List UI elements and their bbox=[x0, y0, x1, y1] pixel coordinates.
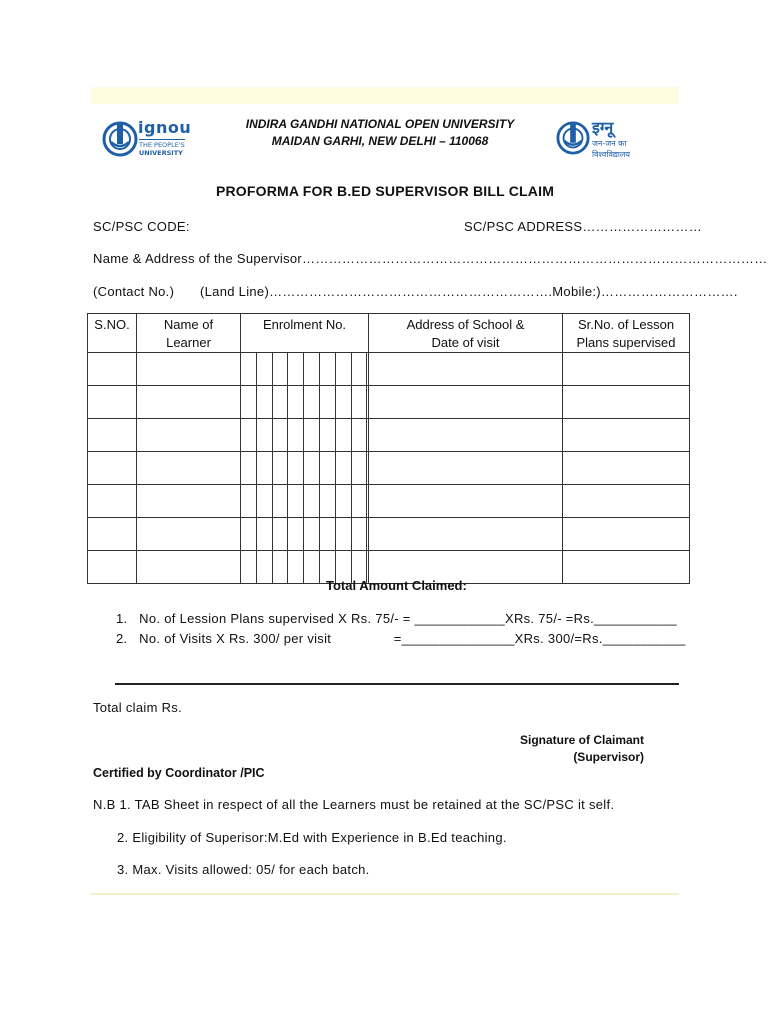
enrolment-digit-box bbox=[352, 386, 368, 418]
cell-sno bbox=[88, 551, 137, 584]
enrolment-digit-box bbox=[352, 452, 368, 484]
header-lesson-plans-l1: Sr.No. of Lesson bbox=[577, 317, 675, 332]
signature-block bbox=[440, 732, 644, 766]
cell-enrolment bbox=[241, 518, 369, 551]
enrolment-digit-box bbox=[257, 518, 273, 550]
signature-claimant: Signature of Claimant bbox=[519, 733, 644, 747]
enrolment-digit-boxes bbox=[241, 353, 368, 385]
enrolment-digit-box bbox=[352, 419, 368, 451]
learner-table bbox=[87, 313, 690, 584]
table-row bbox=[88, 518, 690, 551]
enrolment-digit-box bbox=[288, 485, 304, 517]
sc-psc-code-label: SC/PSC CODE: bbox=[93, 219, 190, 234]
form-title: PROFORMA FOR B.ED SUPERVISOR BILL CLAIM bbox=[215, 183, 555, 199]
hindi-tagline-2: विश्वविद्यालय bbox=[592, 150, 631, 159]
contact-number-label: (Contact No.) bbox=[93, 284, 175, 299]
header-school-address-l2: Date of visit bbox=[431, 335, 500, 350]
ignou-logo-text: ignou bbox=[138, 118, 192, 137]
university-address: MAIDAN GARHI, NEW DELHI – 110068 bbox=[271, 134, 489, 148]
table-row bbox=[88, 419, 690, 452]
enrolment-digit-box bbox=[304, 419, 320, 451]
header-enrolment-label: Enrolment No. bbox=[262, 317, 347, 332]
enrolment-digit-box bbox=[273, 518, 289, 550]
enrolment-digit-box bbox=[241, 551, 257, 583]
enrolment-digit-box bbox=[320, 386, 336, 418]
enrolment-digit-box bbox=[320, 518, 336, 550]
header-school-address-l1: Address of School & bbox=[406, 317, 525, 332]
cell-learner-name bbox=[137, 419, 241, 452]
hindi-logo-text: इग्नू bbox=[592, 118, 614, 137]
cell-learner-name bbox=[137, 551, 241, 584]
total-amount-heading: Total Amount Claimed: bbox=[326, 578, 467, 593]
bottom-band-line bbox=[91, 893, 679, 895]
landline-mobile-line: (Land Line)……………………………………………………….Mobile:)…………………………. bbox=[200, 284, 738, 299]
enrolment-digit-box bbox=[257, 551, 273, 583]
cell-enrolment bbox=[241, 419, 369, 452]
enrolment-digit-box bbox=[241, 386, 257, 418]
enrolment-digit-box bbox=[304, 353, 320, 385]
enrolment-digit-box bbox=[352, 518, 368, 550]
ignou-tagline-1: THE PEOPLE'S bbox=[139, 141, 185, 149]
cell-lesson-plans bbox=[563, 485, 690, 518]
enrolment-digit-box bbox=[336, 353, 352, 385]
cell-enrolment bbox=[241, 452, 369, 485]
note-2: 2. Eligibility of Superisor:M.Ed with Experience in B.Ed teaching. bbox=[117, 830, 507, 845]
ignou-logo-left bbox=[100, 118, 192, 160]
enrolment-digit-box bbox=[304, 452, 320, 484]
enrolment-digit-box bbox=[257, 386, 273, 418]
enrolment-digit-box bbox=[273, 452, 289, 484]
sc-psc-address-label: SC/PSC ADDRESS……………………… bbox=[464, 219, 703, 234]
enrolment-digit-boxes bbox=[241, 518, 368, 550]
supervisor-name-address-line: Name & Address of the Supervisor…………………………………………………………………………………………… bbox=[93, 251, 768, 266]
enrolment-digit-box bbox=[320, 452, 336, 484]
enrolment-digit-box bbox=[241, 518, 257, 550]
cell-lesson-plans bbox=[563, 419, 690, 452]
enrolment-digit-box bbox=[352, 353, 368, 385]
enrolment-digit-box bbox=[288, 386, 304, 418]
enrolment-digit-box bbox=[241, 419, 257, 451]
cell-learner-name bbox=[137, 353, 241, 386]
cell-school-address bbox=[369, 452, 563, 485]
table-row bbox=[88, 452, 690, 485]
header-learner-name-l2: Learner bbox=[166, 335, 211, 350]
enrolment-digit-box bbox=[288, 518, 304, 550]
ignou-logo-right bbox=[556, 118, 648, 162]
enrolment-digit-box bbox=[320, 353, 336, 385]
total-claim-label: Total claim Rs. bbox=[93, 700, 183, 715]
cell-enrolment bbox=[241, 386, 369, 419]
cell-lesson-plans bbox=[563, 386, 690, 419]
enrolment-digit-box bbox=[336, 419, 352, 451]
university-header bbox=[180, 116, 580, 150]
table-row bbox=[88, 386, 690, 419]
enrolment-digit-box bbox=[288, 551, 304, 583]
enrolment-digit-box bbox=[320, 485, 336, 517]
enrolment-digit-box bbox=[352, 485, 368, 517]
enrolment-digit-box bbox=[273, 419, 289, 451]
enrolment-digit-box bbox=[304, 485, 320, 517]
hindi-tagline-1: जन-जन का bbox=[592, 139, 627, 148]
cell-lesson-plans bbox=[563, 551, 690, 584]
table-row bbox=[88, 485, 690, 518]
cell-school-address bbox=[369, 353, 563, 386]
header-enrolment-no bbox=[241, 314, 369, 353]
cell-learner-name bbox=[137, 386, 241, 419]
enrolment-digit-box bbox=[257, 353, 273, 385]
cell-sno bbox=[88, 353, 137, 386]
header-learner-name-l1: Name of bbox=[163, 317, 214, 332]
cell-lesson-plans bbox=[563, 518, 690, 551]
ignou-emblem-icon bbox=[102, 120, 138, 158]
enrolment-digit-box bbox=[304, 386, 320, 418]
university-name: INDIRA GANDHI NATIONAL OPEN UNIVERSITY bbox=[245, 117, 515, 131]
signature-supervisor: (Supervisor) bbox=[573, 750, 644, 764]
enrolment-digit-box bbox=[288, 353, 304, 385]
header-school-address bbox=[369, 314, 563, 353]
certified-by-label: Certified by Coordinator /PIC bbox=[93, 766, 265, 780]
cell-sno bbox=[88, 518, 137, 551]
enrolment-digit-box bbox=[336, 485, 352, 517]
cell-learner-name bbox=[137, 452, 241, 485]
cell-school-address bbox=[369, 485, 563, 518]
enrolment-digit-box bbox=[241, 485, 257, 517]
enrolment-digit-box bbox=[241, 452, 257, 484]
cell-learner-name bbox=[137, 485, 241, 518]
top-highlight-band bbox=[91, 87, 679, 104]
header-lesson-plans-l2: Plans supervised bbox=[576, 335, 676, 350]
table-row bbox=[88, 353, 690, 386]
note-1: N.B 1. TAB Sheet in respect of all the Learners must be retained at the SC/PSC it self. bbox=[93, 797, 615, 812]
cell-sno bbox=[88, 485, 137, 518]
enrolment-digit-box bbox=[273, 353, 289, 385]
cell-school-address bbox=[369, 419, 563, 452]
enrolment-digit-box bbox=[336, 386, 352, 418]
enrolment-digit-box bbox=[241, 353, 257, 385]
ignou-tagline-2: UNIVERSITY bbox=[139, 149, 183, 157]
header-sno bbox=[88, 314, 137, 353]
total-item-visits: 2. No. of Visits X Rs. 300/ per visit =_______________XRs. 300/=Rs.___________ bbox=[116, 631, 686, 646]
table-header-row bbox=[88, 314, 690, 353]
header-sno-label: S.NO. bbox=[94, 317, 130, 332]
enrolment-digit-box bbox=[257, 419, 273, 451]
cell-learner-name bbox=[137, 518, 241, 551]
cell-lesson-plans bbox=[563, 452, 690, 485]
enrolment-digit-box bbox=[273, 551, 289, 583]
header-lesson-plans bbox=[563, 314, 690, 353]
enrolment-digit-box bbox=[273, 386, 289, 418]
cell-school-address bbox=[369, 386, 563, 419]
enrolment-digit-box bbox=[304, 518, 320, 550]
enrolment-digit-box bbox=[257, 485, 273, 517]
enrolment-digit-box bbox=[288, 419, 304, 451]
cell-enrolment bbox=[241, 485, 369, 518]
cell-sno bbox=[88, 452, 137, 485]
cell-school-address bbox=[369, 518, 563, 551]
enrolment-digit-box bbox=[257, 452, 273, 484]
enrolment-digit-boxes bbox=[241, 485, 368, 517]
enrolment-digit-box bbox=[336, 518, 352, 550]
enrolment-digit-box bbox=[320, 419, 336, 451]
enrolment-digit-box bbox=[336, 452, 352, 484]
enrolment-digit-boxes bbox=[241, 419, 368, 451]
divider-line bbox=[115, 683, 679, 685]
ignou-emblem-icon bbox=[556, 120, 590, 156]
cell-sno bbox=[88, 419, 137, 452]
cell-lesson-plans bbox=[563, 353, 690, 386]
enrolment-digit-box bbox=[273, 485, 289, 517]
enrolment-digit-boxes bbox=[241, 452, 368, 484]
cell-enrolment bbox=[241, 353, 369, 386]
total-item-lesson-plans: 1. No. of Lession Plans supervised X Rs. 75/- = ____________XRs. 75/- =Rs.___________ bbox=[116, 611, 677, 626]
header-learner-name bbox=[137, 314, 241, 353]
cell-sno bbox=[88, 386, 137, 419]
enrolment-digit-box bbox=[288, 452, 304, 484]
note-3: 3. Max. Visits allowed: 05/ for each batch. bbox=[117, 862, 370, 877]
enrolment-digit-box bbox=[304, 551, 320, 583]
enrolment-digit-boxes bbox=[241, 386, 368, 418]
